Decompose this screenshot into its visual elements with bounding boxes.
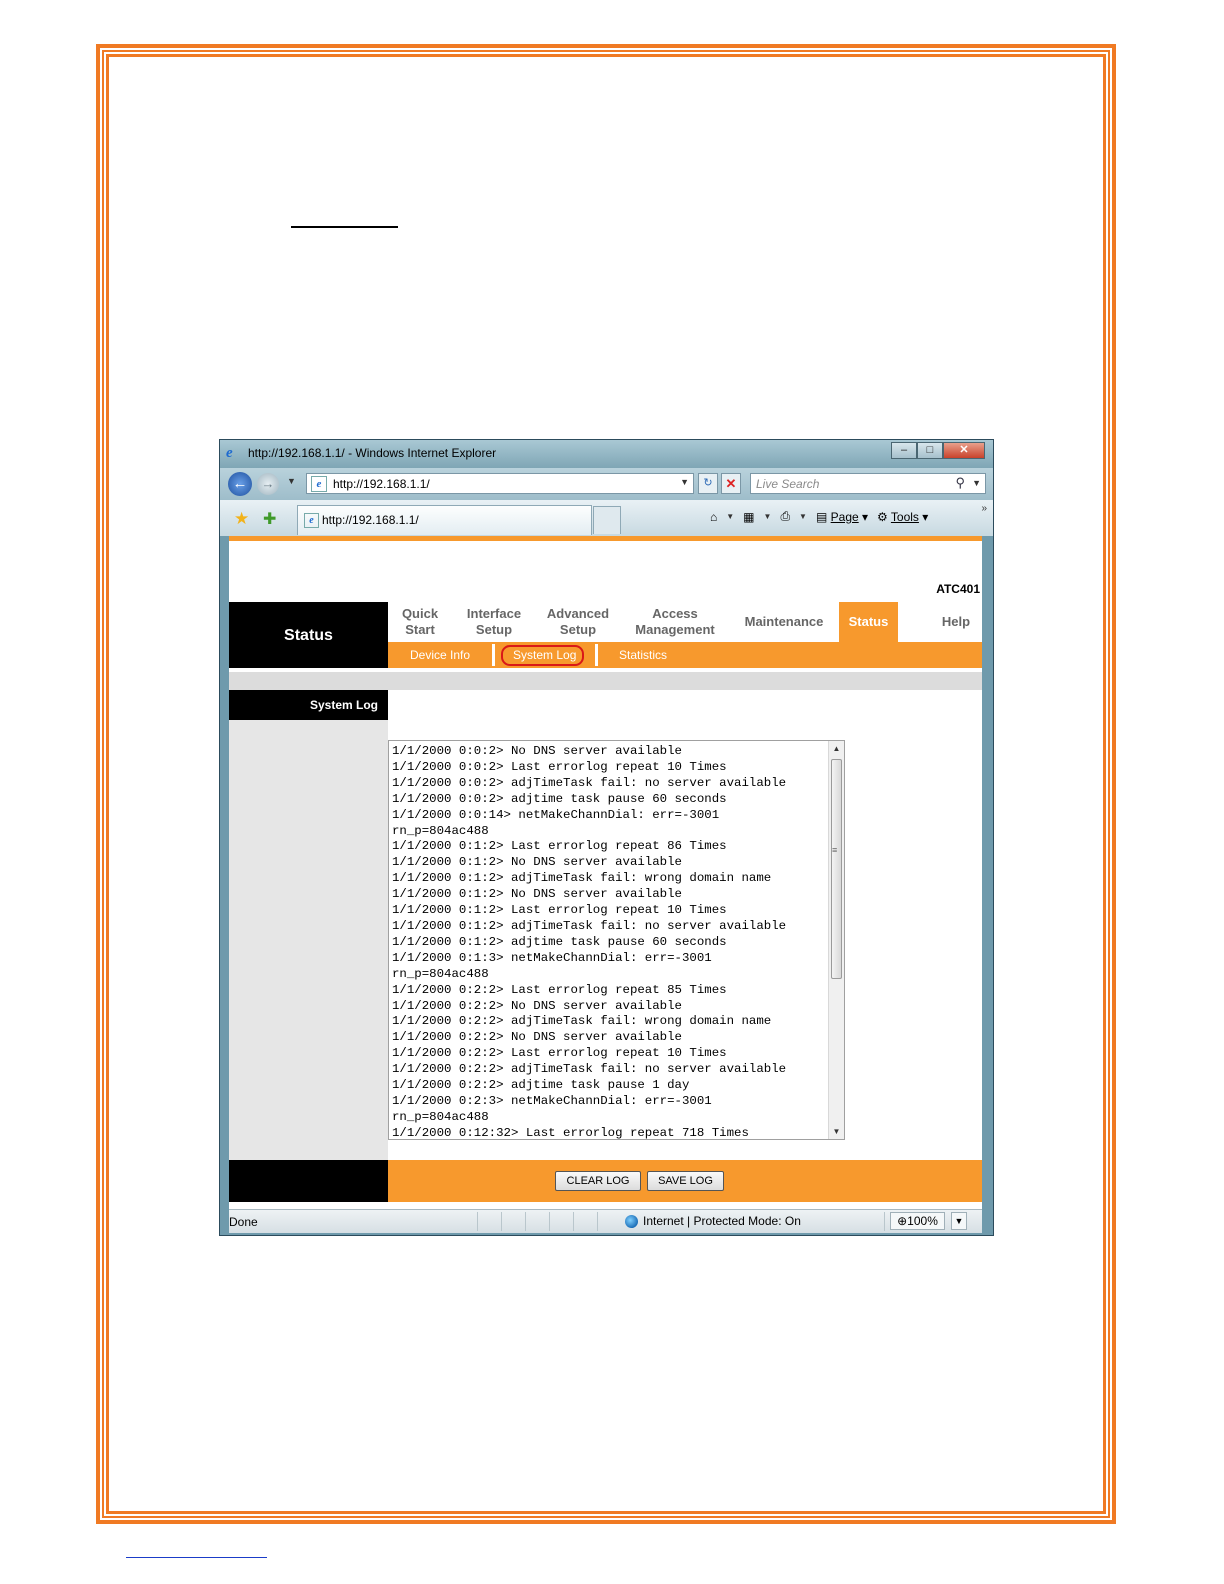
chevron-more-icon[interactable]: » [981,503,987,514]
log-line: 1/1/2000 0:2:2> adjTimeTask fail: no server available [392,1062,787,1077]
search-dropdown-icon[interactable]: ▼ [972,478,981,488]
submenu-separator [492,644,495,666]
log-line: 1/1/2000 0:0:2> Last errorlog repeat 10 Times [392,759,727,774]
window-controls [891,442,985,460]
zone-label: Internet | Protected Mode: On [643,1214,801,1228]
command-row [220,500,993,536]
zoom-icon: ⊕ [897,1214,908,1228]
status-divider [884,1212,885,1231]
status-divider [525,1212,526,1231]
page-content [229,536,982,1209]
log-line: 1/1/2000 0:1:3> netMakeChannDial: err=-3001 [392,950,712,965]
address-input[interactable]: http://192.168.1.1/ [333,477,430,491]
log-line: 1/1/2000 0:1:2> adjtime task pause 60 seconds [392,934,727,949]
favorites-star-icon[interactable]: ★ [234,509,250,528]
log-line: 1/1/2000 0:0:14> netMakeChannDial: err=-3001 [392,807,720,822]
feeds-dropdown-icon[interactable]: ▼ [763,512,772,521]
log-line: 1/1/2000 0:1:2> No DNS server available [392,887,682,902]
footer-left [229,1160,388,1202]
menu-quick-start[interactable]: Quick Start [401,606,439,637]
log-line: 1/1/2000 0:2:2> adjTimeTask fail: wrong domain name [392,1014,772,1029]
ie-logo-icon: e [226,445,233,461]
security-zone[interactable] [625,1214,801,1228]
footer-button-bar [388,1160,982,1202]
submenu-separator [595,644,598,666]
browser-window [219,439,994,1236]
log-line: 1/1/2000 0:1:2> Last errorlog repeat 10 Times [392,903,727,918]
forward-arrow-icon[interactable]: → [257,473,279,495]
log-line: 1/1/2000 0:0:2> adjTimeTask fail: no server available [392,775,787,790]
zoom-level: 100% [907,1214,938,1228]
top-rule [229,536,982,541]
feeds-icon[interactable]: ▦ [743,509,755,524]
log-line: rn_p=804ac488 [392,966,489,981]
submenu-device-info[interactable]: Device Info [410,648,471,662]
menu-maintenance[interactable]: Maintenance [744,614,824,629]
menu-interface-setup[interactable]: Interface Setup [466,606,522,637]
log-line: 1/1/2000 0:2:2> adjtime task pause 1 day [392,1078,690,1093]
log-line: 1/1/2000 0:0:2> No DNS server available [392,744,682,758]
status-bar [229,1209,982,1233]
log-line: 1/1/2000 0:1:2> adjTimeTask fail: no server available [392,918,787,933]
section-header [229,602,388,668]
model-name: ATC401 [936,582,980,596]
status-divider [477,1212,478,1231]
scroll-up-icon[interactable]: ▲ [832,744,841,753]
window-title: http://192.168.1.1/ - Windows Internet Explorer [248,446,497,460]
menu-access-management[interactable]: Access Management [635,606,715,637]
stop-icon[interactable]: ✕ [721,473,741,494]
search-input[interactable]: Live Search [756,477,820,491]
log-line: 1/1/2000 0:0:2> adjtime task pause 60 seconds [392,791,727,806]
search-box[interactable] [750,473,986,494]
menu-advanced-setup[interactable]: Advanced Setup [546,606,610,637]
minimize-button[interactable]: – [891,442,917,459]
add-favorite-icon[interactable]: ✚ [263,511,277,528]
scroll-grip-icon: ≡ [832,845,838,855]
grey-strip [229,672,982,690]
status-divider [549,1212,550,1231]
log-text [392,744,786,1140]
title-bar[interactable] [220,440,993,468]
menu-help[interactable]: Help [941,614,971,629]
back-arrow-icon[interactable]: ← [228,472,252,496]
submenu-statistics[interactable]: Statistics [619,648,668,662]
system-log-textarea[interactable] [388,740,845,1140]
log-line: 1/1/2000 0:2:2> Last errorlog repeat 85 Times [392,982,727,997]
save-log-button[interactable]: SAVE LOG [647,1171,724,1191]
log-line: rn_p=804ac488 [392,1109,489,1124]
log-line: 1/1/2000 0:1:2> Last errorlog repeat 86 Times [392,839,727,854]
scroll-down-icon[interactable]: ▼ [832,1127,841,1136]
page-menu[interactable]: ▤ Page ▾ [815,509,869,524]
zoom-control[interactable] [890,1212,945,1230]
section-title: Status [284,627,333,644]
print-dropdown-icon[interactable]: ▼ [799,512,807,521]
status-divider [501,1212,502,1231]
log-line: 1/1/2000 0:2:2> Last errorlog repeat 10 Times [392,1046,727,1061]
refresh-icon[interactable]: ↻ [698,473,718,494]
history-dropdown-icon[interactable]: ▼ [287,476,296,486]
address-row [220,468,993,500]
log-line: 1/1/2000 0:2:3> netMakeChannDial: err=-3001 [392,1093,712,1108]
footer-line [126,1557,267,1558]
browser-tab[interactable] [297,505,592,535]
tab-title: http://192.168.1.1/ [322,513,419,527]
zoom-dropdown-icon[interactable]: ▼ [951,1212,967,1230]
log-line: 1/1/2000 0:2:2> No DNS server available [392,1030,682,1045]
tools-menu[interactable]: ⚙ Tools ▾ [877,509,929,524]
address-bar[interactable] [306,473,694,494]
system-log-label: System Log [309,698,378,712]
log-line: 1/1/2000 0:2:2> No DNS server available [392,998,682,1013]
log-line: rn_p=804ac488 [392,823,489,838]
page-menu-label: Page [830,509,859,524]
close-button[interactable]: ✕ [943,442,985,459]
submenu-system-log[interactable]: System Log [513,648,577,662]
maximize-button[interactable]: □ [917,442,943,459]
left-column [229,690,388,1160]
log-scrollbar[interactable] [828,741,844,1139]
scroll-thumb[interactable] [831,759,842,979]
status-text: Done [229,1215,258,1229]
new-tab-button[interactable] [593,506,621,534]
left-label-bar [229,690,388,720]
log-line: 1/1/2000 0:1:2> No DNS server available [392,855,682,870]
command-bar [710,509,937,524]
page-icon: e [311,476,327,492]
status-divider [597,1212,598,1231]
status-divider [573,1212,574,1231]
tab-page-icon: e [304,513,319,528]
address-dropdown-icon[interactable]: ▼ [680,477,689,487]
globe-icon [625,1215,638,1228]
sub-menu [388,642,982,668]
menu-status[interactable]: Status [839,602,898,642]
home-icon[interactable]: ⌂ [710,509,718,524]
tools-menu-label: Tools [890,509,919,524]
search-icon[interactable]: ⚲ [955,475,965,490]
log-line: 1/1/2000 0:12:32> Last errorlog repeat 718 Times [392,1125,749,1140]
print-icon[interactable]: ⎙ [780,509,791,523]
heading-underline [291,226,398,228]
home-dropdown-icon[interactable]: ▼ [726,512,735,521]
main-menu [388,602,982,642]
log-line: 1/1/2000 0:1:2> adjTimeTask fail: wrong domain name [392,871,772,886]
clear-log-button[interactable]: CLEAR LOG [555,1171,641,1191]
